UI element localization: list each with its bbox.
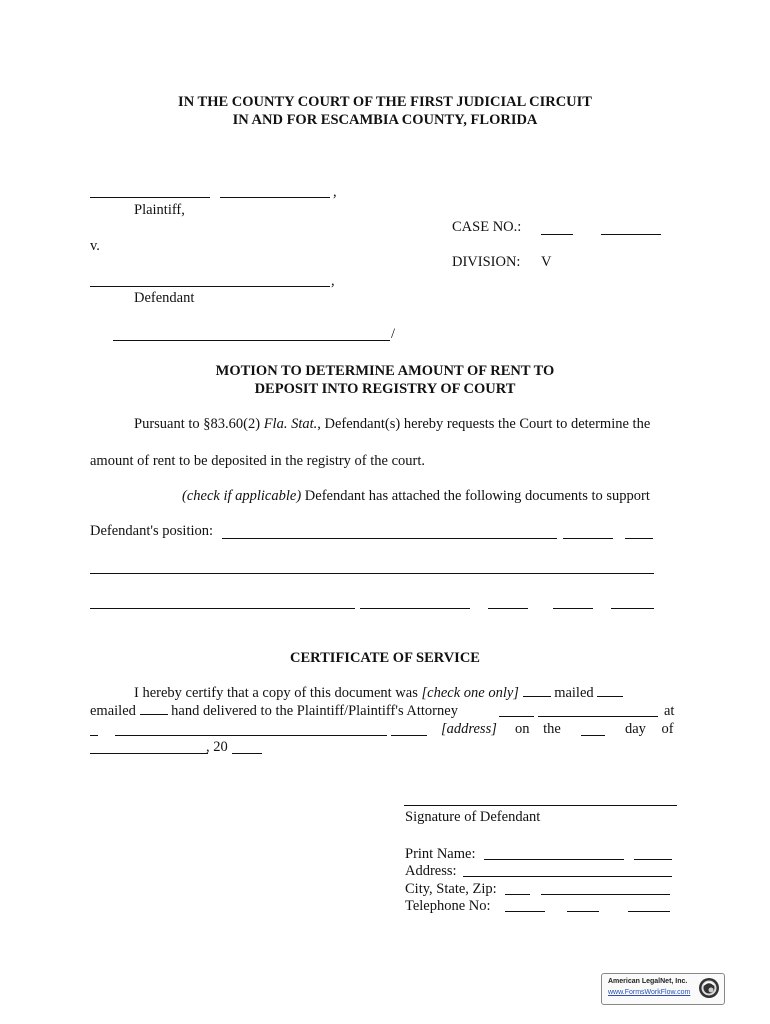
division-label: DIVISION: bbox=[452, 254, 521, 270]
position-line-3d[interactable] bbox=[553, 608, 593, 609]
cert-line1-text: I hereby certify that a copy of this document was bbox=[134, 685, 418, 701]
print-name-label: Print Name: bbox=[405, 846, 476, 862]
day-line[interactable] bbox=[581, 735, 605, 736]
check-text: Defendant has attached the following documents to support bbox=[304, 488, 650, 504]
motion-title-line1: MOTION TO DETERMINE AMOUNT OF RENT TO bbox=[215, 363, 555, 379]
at-label: at bbox=[664, 703, 675, 719]
month-line[interactable] bbox=[90, 753, 208, 754]
position-line-1a[interactable] bbox=[222, 538, 557, 539]
hand-delivered-label: hand delivered to the Plaintiff/Plaintiff's Attorney bbox=[171, 703, 458, 719]
plaintiff-comma: , bbox=[333, 184, 337, 200]
city-state-zip-label: City, State, Zip: bbox=[405, 881, 497, 897]
city-line-a[interactable] bbox=[505, 894, 530, 895]
on-the-label: on the bbox=[515, 721, 561, 737]
position-line-1c[interactable] bbox=[625, 538, 653, 539]
address-field-line[interactable] bbox=[463, 876, 672, 877]
telephone-line-c[interactable] bbox=[628, 911, 670, 912]
plaintiff-label: Plaintiff, bbox=[134, 202, 185, 218]
mailed-checkbox-blank[interactable] bbox=[523, 684, 551, 697]
para1-statute: Fla. Stat. bbox=[263, 416, 318, 432]
position-label: Defendant's position: bbox=[90, 523, 214, 539]
motion-paragraph-line2: amount of rent to be deposited in the registry of the court. bbox=[90, 453, 426, 469]
year-prefix: , 20 bbox=[206, 739, 228, 755]
emailed-label: emailed bbox=[90, 703, 136, 719]
mailed-label: mailed bbox=[554, 685, 594, 701]
print-name-line-a[interactable] bbox=[484, 859, 624, 860]
year-line[interactable] bbox=[232, 753, 262, 754]
position-line-1b[interactable] bbox=[563, 538, 613, 539]
case-no-label: CASE NO.: bbox=[452, 219, 522, 235]
certificate-line1 bbox=[134, 684, 623, 702]
american-legalnet-logo bbox=[601, 973, 725, 1005]
telephone-line-b[interactable] bbox=[567, 911, 599, 912]
print-name-line-b[interactable] bbox=[634, 859, 672, 860]
logo-website-link[interactable]: www.FormsWorkFlow.com bbox=[608, 989, 691, 996]
logo-company-name: American LegalNet, Inc. bbox=[608, 978, 688, 985]
address-line-a[interactable] bbox=[90, 735, 98, 736]
caption-closing-line bbox=[113, 340, 390, 341]
division-value: V bbox=[541, 254, 552, 270]
cert-check-one: [check one only] bbox=[421, 685, 519, 701]
signature-label: Signature of Defendant bbox=[405, 809, 541, 825]
address-field-label: Address: bbox=[405, 863, 457, 879]
attorney-line-a[interactable] bbox=[499, 716, 534, 717]
address-line-c[interactable] bbox=[391, 735, 427, 736]
motion-title-line2: DEPOSIT INTO REGISTRY OF COURT bbox=[254, 381, 516, 397]
para1-post-text: , Defendant(s) hereby requests the Court to determine the bbox=[317, 416, 651, 432]
telephone-line-a[interactable] bbox=[505, 911, 545, 912]
day-of-label: day of bbox=[625, 721, 674, 737]
signature-line[interactable] bbox=[404, 805, 677, 806]
motion-paragraph-line1 bbox=[134, 415, 650, 433]
emailed-checkbox-blank[interactable] bbox=[140, 702, 168, 715]
position-line-3b[interactable] bbox=[360, 608, 470, 609]
para1-pre-text: Pursuant to §83.60(2) bbox=[134, 416, 261, 432]
attorney-line-b[interactable] bbox=[538, 716, 658, 717]
position-line-3e[interactable] bbox=[611, 608, 654, 609]
certificate-title: CERTIFICATE OF SERVICE bbox=[290, 650, 480, 666]
check-label: (check if applicable) bbox=[182, 488, 302, 504]
mailed-trailing-blank[interactable] bbox=[597, 684, 623, 697]
court-header-line2: IN AND FOR ESCAMBIA COUNTY, FLORIDA bbox=[232, 112, 538, 128]
position-line-2[interactable] bbox=[90, 573, 654, 574]
position-line-3a[interactable] bbox=[90, 608, 355, 609]
plaintiff-name-line-2[interactable] bbox=[220, 197, 330, 198]
position-line-3c[interactable] bbox=[488, 608, 528, 609]
case-no-line-2[interactable] bbox=[601, 234, 661, 235]
case-no-line-1[interactable] bbox=[541, 234, 573, 235]
court-header-line1: IN THE COUNTY COURT OF THE FIRST JUDICIAL CIRCUIT bbox=[178, 94, 592, 110]
check-paragraph bbox=[182, 487, 650, 505]
globe-icon bbox=[697, 976, 721, 1000]
telephone-label: Telephone No: bbox=[405, 898, 491, 914]
defendant-label: Defendant bbox=[134, 290, 195, 306]
city-line-b[interactable] bbox=[541, 894, 670, 895]
caption-slash: / bbox=[391, 326, 396, 342]
address-line-b[interactable] bbox=[115, 735, 387, 736]
address-label: [address] bbox=[441, 721, 497, 737]
defendant-name-line[interactable] bbox=[90, 286, 330, 287]
certificate-line2 bbox=[90, 702, 458, 720]
plaintiff-name-line-1[interactable] bbox=[90, 197, 210, 198]
defendant-comma: , bbox=[331, 273, 335, 289]
versus-label: v. bbox=[90, 238, 100, 254]
